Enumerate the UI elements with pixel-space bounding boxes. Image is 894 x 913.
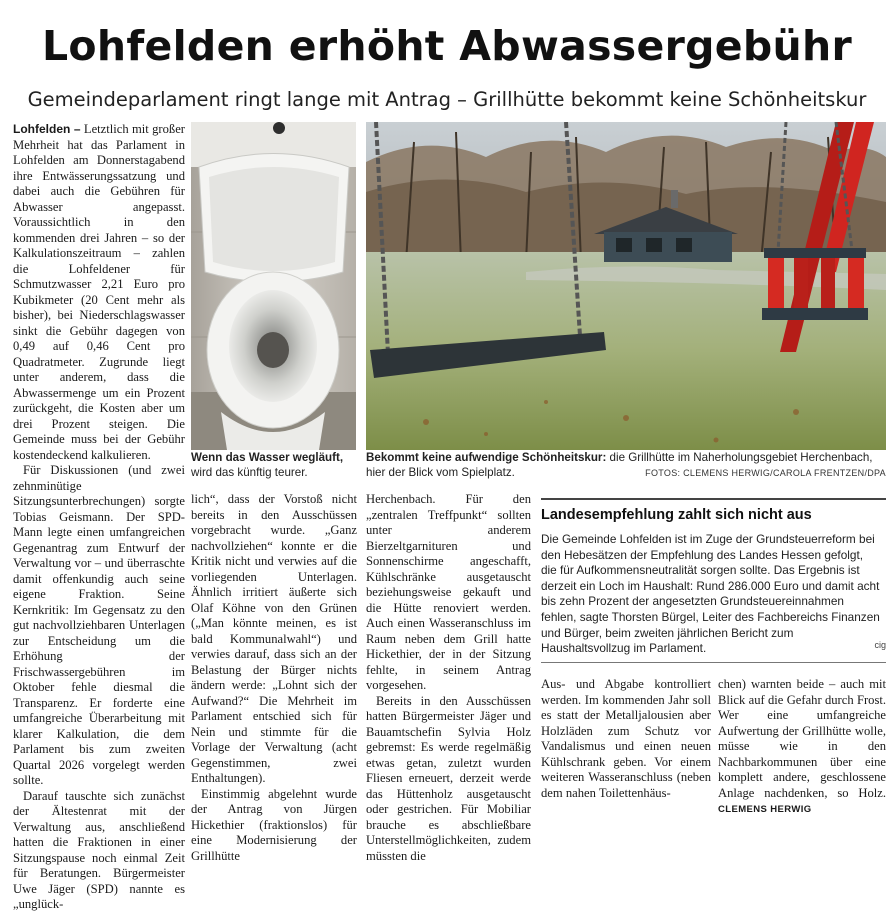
article-paragraph: Herchenbach. Für den „zentralen Treffpunkt“ sollten unter anderem Bierzeltgarnituren und Sonnenschirme angeschafft, Kühlschränke ausgetauscht beziehungsweise gekauft und die Hütte renoviert werden. Auch einen Wasseranschluss im Raum neben dem Grill hatte Hickethier, der in der Sitzung fehlte, in seinem Antrag vorgesehen. [366, 492, 531, 692]
article-paragraph: Einstimmig abgelehnt wurde der Antrag von Jürgen Hickethier (fraktionslos) für eine Modernisierung der Grillhütte [191, 786, 357, 863]
author-byline: CLEMENS HERWIG [718, 804, 812, 815]
infobox-text: Die Gemeinde Lohfelden ist im Zuge der Grundsteuerreform bei den Hebesätzen der Empfehlung des Landes Hessen gefolgt, die für Aufkommensneutralität sorgen sollte. Das Ergebnis ist derzeit ein Loch im Haushalt: Rund 286.000 Euro und damit acht bis zehn Prozent der angesetzten Grundsteuereinnahmen fehlen, sagte Thorsten Bürgel, Leiter des Fachbereichs Finanzen und Bürger, beim zweiten jährlichen Bericht zum Haushaltsvollzug im Parlament. [541, 532, 880, 656]
infobox-bottom-rule [541, 662, 886, 663]
toilet-photo [191, 122, 356, 450]
article-column-2 [191, 492, 357, 864]
article-paragraph: chen) warnten beide – auch mit Blick auf die Gefahr durch Frost. Wer eine umfangreiche Aufwertung der Grillhütte wolle, müsse wie in den Nachbarkommunen über eine komplett andere, geschlossene Anlage nachdenken, so Holz. CLEMENS HERWIG [718, 677, 886, 815]
article-paragraph: Darauf tauschte sich zunächst der Ältestenrat mit der Verwaltung aus, anschließend hatten die Fraktionen in einer Sitzungspause noch einmal Zeit für Beratungen. Bürgermeister Uwe Jäger (SPD) nannte es „unglück- [13, 788, 185, 911]
article-column-1 [13, 122, 185, 913]
headline: Lohfelden erhöht Abwassergebühr [41, 22, 853, 70]
infobox-title: Landesempfehlung zahlt sich nicht aus [541, 507, 812, 523]
grillhuette-photo [366, 122, 886, 450]
article-paragraph: Für Diskussionen (und zwei zehnminütige Sitzungsunterbrechungen) sorgte Tobias Geismann. Der SPD-Mann legte einen umfangreichen Gegenantrag zum Entwurf der Verwaltung vor – und überraschte damit offenkundig auch seine eigene Fraktion. Seine Kernkritik: Im Gegensatz zu den gut nachvollziehbaren Unterlagen zur Entscheidung um die Erhöhung der Frischwassergebühren im Oktober fehle diesmal die Transparenz. Er forderte eine umfangreiche Überarbeitung mit klarer Kalkulation, die dem Parlament bis zum zweiten Quartal 2026 vorgelegt werden sollte. [13, 463, 185, 787]
article-column-3 [366, 492, 531, 864]
subheadline: Gemeindeparlament ringt lange mit Antrag – Grillhütte bekommt keine Schönheitskur [27, 88, 867, 111]
article-paragraph: lich“, dass der Vorstoß nicht bereits in den Ausschüssen vorgebracht wurde. „Ganz nachvollziehen“ konnte er die Kritik nicht und verwies auf die vorliegenden Unterlagen. Ähnlich irritiert äußerte sich Olaf Köhne von den Grünen („Man könnte meinen, es ist bald Kommunalwahl“) und verwies darauf, dass sich an der Belastung der Bürger nichts ändern werde: „Lohnt sich der Aufwand?“ Die Mehrheit im Parlament entschied sich für Nein und stimmte für die Vorlage der Verwaltung (acht Gegenstimmen, zwei Enthaltungen). [191, 492, 357, 785]
article-column-5 [718, 677, 886, 818]
photo1-caption: Wenn das Wasser wegläuft, wird das künftig teurer. [191, 451, 344, 479]
dateline: Lohfelden – [13, 122, 81, 136]
infobox-top-rule [541, 498, 886, 500]
photo-credit: FOTOS: CLEMENS HERWIG/CAROLA FRENTZEN/DPA [645, 468, 886, 478]
article-paragraph: Aus- und Abgabe kontrolliert werden. Im kommenden Jahr soll es statt der Metalljalousien aber Holzläden zum Schutz vor Vandalismus und einen neuen Kühlschrank geben. Vor einem weiteren Wasseranschluss (neben dem nahen Toilettenhäus- [541, 677, 711, 800]
photo2-caption: Bekommt keine aufwendige Schönheitskur: die Grillhütte im Naherholungsgebiet Herchenbach, hier der Blick vom Spielplatz. [366, 451, 873, 479]
article-paragraph: Bereits in den Ausschüssen hatten Bürgermeister Jäger und Bauamtschefin Sylvia Holz gebremst: Es werde regelmäßig etwas getan, zuletzt wurden Fliesen erneuert, derzeit werde das Hüttenholz ausgetauscht oder gestrichen. Für Mobiliar brauche es abschließbare Unterstellmöglichkeiten, zudem müssten die [366, 693, 531, 863]
article-column-4 [541, 677, 711, 801]
article-paragraph: Lohfelden – Letztlich mit großer Mehrheit hat das Parlament in Lohfelden am Donnerstagabend ihre Entwässerungssatzung und dabei auch die Gebühren für Abwasser angepasst. Voraussichtlich in den kommenden drei Jahren – so der Kalkulationszeitraum – zahlen die Lohfeldener für Schmutzwasser 2,21 Euro pro Kubikmeter (20 Cent mehr als bisher), bei Niederschlagswasser sinkt die Gebühr dagegen von 0,49 auf 0,46 Cent pro Quadratmeter. Zugrunde liegt unter anderem, dass die Abwassermenge um ein Prozent zurückgeht, die Kosten aber um drei Prozent steigen. Die Gemeinde muss bei der Gebühr kostendeckend kalkulieren. [13, 122, 185, 462]
infobox-sign: cig [874, 640, 886, 650]
